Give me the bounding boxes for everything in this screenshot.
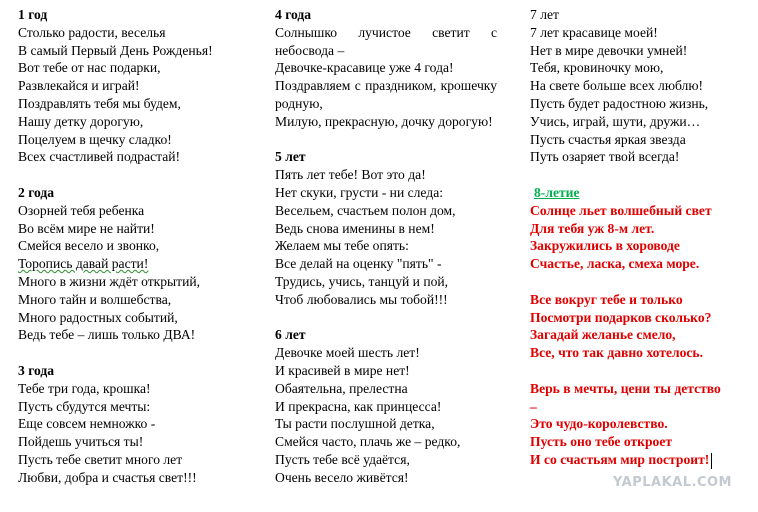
- poem-line-red: Загадай желанье смело,: [530, 327, 676, 343]
- poem-line: Любви, добра и счастья свет!!!: [18, 469, 197, 485]
- poem-line: Еще совсем немножко -: [18, 416, 156, 432]
- poem-line: Путь озаряет твой всегда!: [530, 149, 680, 165]
- poem-line-red: –: [530, 398, 537, 414]
- poem-line: Много радостных событий,: [18, 309, 178, 325]
- poem-line: Тебя, кровиночку мою,: [530, 60, 664, 76]
- column-1: [18, 6, 256, 487]
- poem-line: Пусть счастья яркая звезда: [530, 131, 686, 147]
- poem-line: Нет скуки, грусти - ни следа:: [275, 184, 444, 200]
- poem-line: На свете больше всех люблю!: [530, 78, 704, 94]
- poem-title: 4 года: [275, 7, 312, 22]
- poem-line: И прекрасна, как принцесса!: [275, 398, 442, 414]
- poem-line-red: Солнце льет волшебный свет: [530, 202, 712, 218]
- poem-line: Столько радости, веселья: [18, 24, 166, 40]
- watermark-logo: YAPLAKAL.COM: [613, 475, 732, 490]
- spellcheck-underline: Торопись давай расти!: [18, 256, 149, 272]
- poem-line: Девочке моей шесть лет!: [275, 345, 420, 361]
- poem-line: И красивей в мире нет!: [275, 362, 410, 378]
- poem-8-years-stanza-3: [530, 380, 752, 469]
- poem-line-red: Все вокруг тебе и только: [530, 291, 683, 307]
- poem-line-red: Закружились в хороводе: [530, 238, 680, 254]
- poem-8-years-stanza-2: [530, 291, 752, 362]
- poem-line-red: Для тебя уж 8-м лет.: [530, 220, 655, 236]
- poem-line: Пусть тебе всё удаётся,: [275, 451, 410, 467]
- poem-6-years: [275, 326, 497, 486]
- text-cursor: [711, 453, 712, 469]
- poem-line-red: Все, что так давно хотелось.: [530, 345, 704, 361]
- poem-line: Очень весело живётся!: [275, 469, 409, 485]
- poem-line-spellcheck: [18, 255, 256, 273]
- poem-line-red: Счастье, ласка, смеха море.: [530, 256, 700, 272]
- poem-line-text: И со счастьям мир построит!: [530, 451, 710, 467]
- poem-title-green: 8-летие: [534, 184, 580, 200]
- poem-title: 2 года: [18, 184, 55, 200]
- poem-title: 1 год: [18, 7, 48, 22]
- poem-line-red: Это чудо-королевство.: [530, 416, 668, 432]
- poem-line: Учись, играй, шути, дружи…: [530, 113, 701, 129]
- poem-line: Поцелуем в щечку сладко!: [18, 131, 172, 147]
- poem-8-years: [530, 184, 752, 273]
- poem-line-red: Пусть оно тебе откроет: [530, 434, 673, 450]
- poem-line: Нет в мире девочки умней!: [530, 42, 688, 58]
- poem-title: 3 года: [18, 362, 55, 378]
- poem-line: Милую, прекрасную, дочку дорогую!: [275, 113, 493, 129]
- poem-title: 6 лет: [275, 327, 306, 343]
- poem-line: Поздравляем с праздником, крошечку родную,: [275, 78, 497, 111]
- poem-line: Всех счастливей подрастай!: [18, 149, 181, 165]
- poem-line: Все делай на оценку "пять" -: [275, 256, 442, 272]
- poem-line: Ты расти послушной детка,: [275, 416, 435, 432]
- poem-line: Много тайн и волшебства,: [18, 291, 172, 307]
- poem-line: Ведь тебе – лишь только ДВА!: [18, 327, 196, 343]
- poem-line: Пусть будет радостною жизнь,: [530, 95, 709, 111]
- poem-line: Тебе три года, крошка!: [18, 380, 151, 396]
- column-2: [275, 6, 497, 487]
- poem-line: Смейся часто, плачь же – редко,: [275, 434, 461, 450]
- poem-line: Пусть сбудутся мечты:: [18, 398, 151, 414]
- column-3: [530, 6, 752, 469]
- poem-line: Весельем, счастьем полон дом,: [275, 202, 456, 218]
- poem-line: Девочке-красавице уже 4 года!: [275, 60, 454, 76]
- poem-3-years: [18, 362, 256, 487]
- poem-line: Поздравлять тебя мы будем,: [18, 95, 181, 111]
- poem-line: Пусть тебе светит много лет: [18, 451, 183, 467]
- poem-line: Вот тебе от нас подарки,: [18, 60, 161, 76]
- poem-line: Солнышко лучистое светит с небосвода –: [275, 24, 497, 58]
- poem-line: Нашу детку дорогую,: [18, 113, 144, 129]
- poem-line: Пойдешь учиться ты!: [18, 434, 144, 450]
- poem-2-years: [18, 184, 256, 344]
- poem-line: Ведь снова именины в нем!: [275, 220, 435, 236]
- poem-line: Много в жизни ждёт открытий,: [18, 273, 201, 289]
- poem-line: Пять лет тебе! Вот это да!: [275, 167, 426, 183]
- poem-line: Чтоб любовались мы тобой!!!: [275, 291, 448, 307]
- poem-line: Трудись, учись, танцуй и пой,: [275, 273, 449, 289]
- poem-line: Озорней тебя ребенка: [18, 202, 145, 218]
- poem-line-red: Посмотри подарков сколько?: [530, 309, 712, 325]
- poem-title: 5 лет: [275, 149, 306, 165]
- poem-line: Во всём мире не найти!: [18, 220, 155, 236]
- poem-line: В самый Первый День Рожденья!: [18, 42, 213, 58]
- poem-line: 7 лет красавице моей!: [530, 24, 658, 40]
- poem-line: Смейся весело и звонко,: [18, 238, 160, 254]
- poem-line: Развлекайся и играй!: [18, 78, 140, 94]
- poem-5-years: [275, 148, 497, 308]
- poem-7-years: [530, 6, 752, 166]
- poem-title: 7 лет: [530, 7, 559, 22]
- poem-1-year: [18, 6, 256, 166]
- poem-4-years: [275, 6, 497, 131]
- poem-line: Желаем мы тебе опять:: [275, 238, 409, 254]
- poem-line: Обаятельна, прелестна: [275, 380, 408, 396]
- poem-line-red: Верь в мечты, цени ты детство: [530, 380, 721, 396]
- poem-line-red-last: [530, 451, 752, 469]
